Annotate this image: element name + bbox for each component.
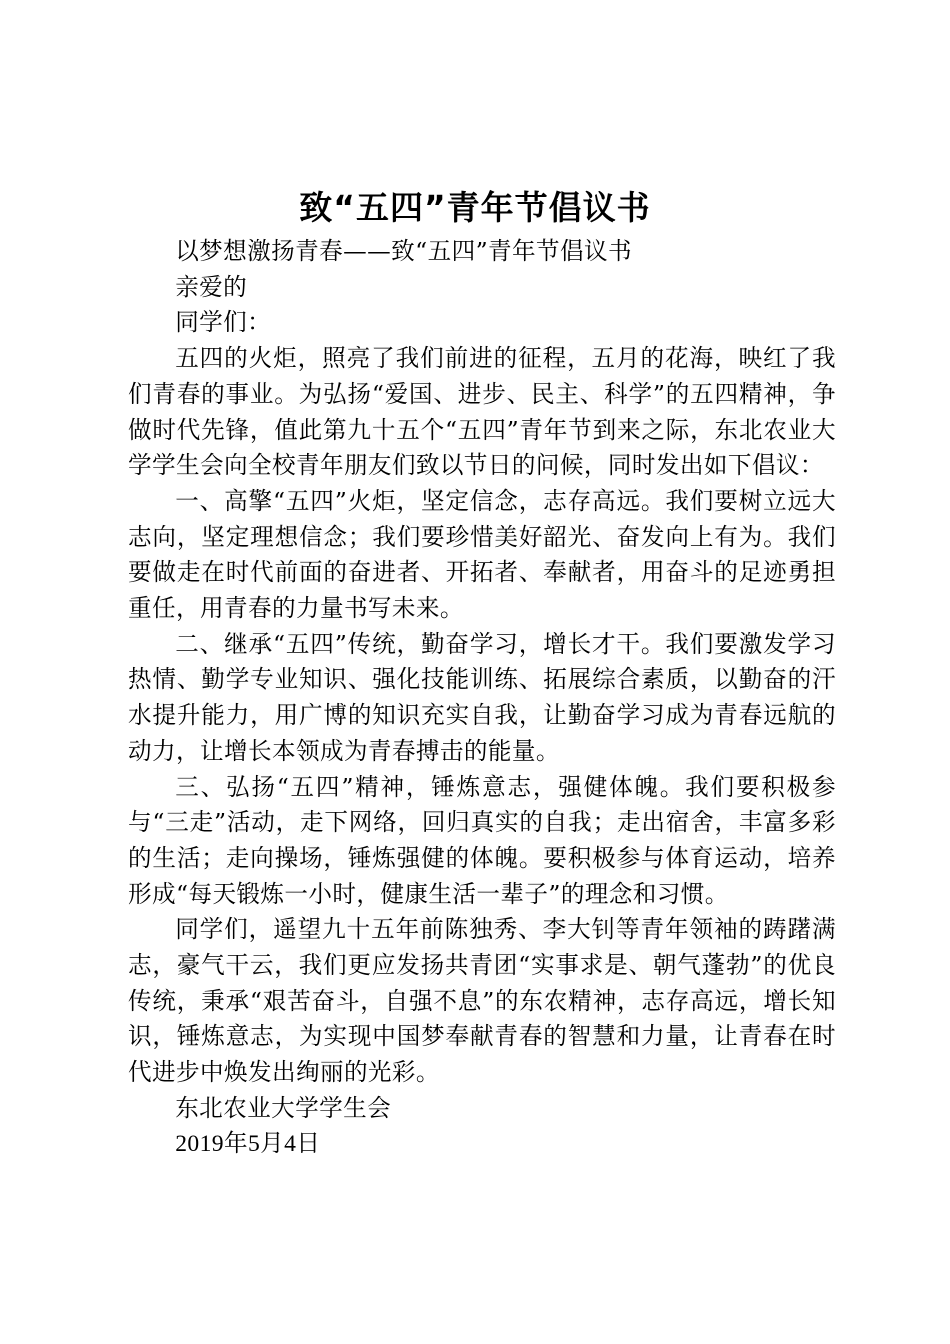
paragraph-initiative-3: 三、弘扬“五四”精神，锤炼意志，强健体魄。我们要积极参与“三走”活动，走下网络，回归真实的自我；走出宿舍，丰富多彩的生活；走向操场，锤炼强健的体魄。要积极参与体育运动，培养形成“每天锻炼一小时，健康生活一辈子”的理念和习惯。 — [128, 772, 836, 908]
date-line: 2019年5月4日 — [175, 1130, 321, 1157]
salutation-line-1: 亲爱的 — [175, 272, 248, 301]
subtitle-line: 以梦想激扬青春——致“五四”青年节倡议书 — [175, 237, 632, 265]
paragraph-initiative-1: 一、高擎“五四”火炬，坚定信念，志存高远。我们要树立远大志向，坚定理想信念；我们要珍惜美好韶光、奋发向上有为。我们要做走在时代前面的奋进者、开拓者、奉献者，用奋斗的足迹勇担重任，用青春的力量书写未来。 — [128, 486, 836, 623]
signature-line: 东北农业大学学生会 — [175, 1093, 392, 1122]
paragraph-intro: 五四的火炬，照亮了我们前进的征程，五月的花海，映红了我们青春的事业。为弘扬“爱国、进步、民主、科学”的五四精神，争做时代先锋，值此第九十五个“五四”青年节到来之际，东北农业大学学生会向全校青年朋友们致以节日的问候，同时发出如下倡议： — [128, 344, 836, 480]
document-body — [128, 234, 836, 1162]
paragraph-initiative-2: 二、继承“五四”传统，勤奋学习，增长才干。我们要激发学习热情、勤学专业知识、强化技能训练、拓展综合素质，以勤奋的汗水提升能力，用广博的知识充实自我，让勤奋学习成为青春远航的动力，让增长本领成为青春搏击的能量。 — [128, 629, 836, 765]
document-title: 致“五四”青年节倡议书 — [299, 188, 651, 227]
salutation-line-2: 同学们： — [175, 308, 272, 337]
paragraph-closing: 同学们，遥望九十五年前陈独秀、李大钊等青年领袖的踌躇满志，豪气干云，我们更应发扬共青团“实事求是、朝气蓬勃”的优良传统，秉承“艰苦奋斗，自强不息”的东农精神，志存高远，增长知识，锤炼意志，为实现中国梦奉献青春的智慧和力量，让青春在时代进步中焕发出绚丽的光彩。 — [128, 915, 836, 1087]
